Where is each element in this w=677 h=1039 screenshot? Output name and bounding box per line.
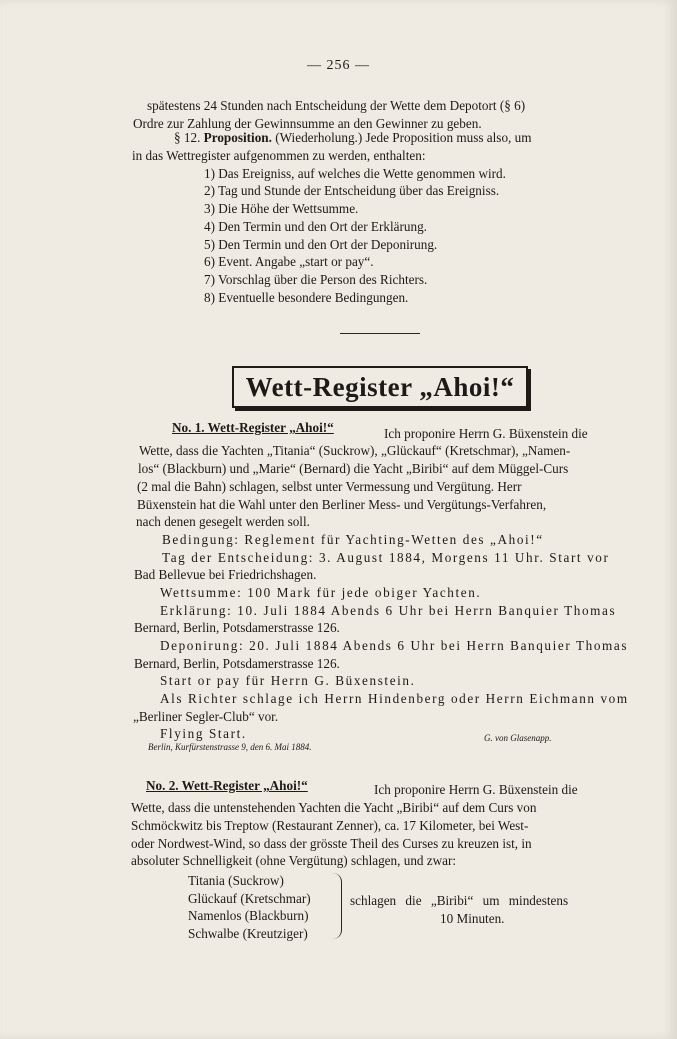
entry-1-decision-day: Tag der Entscheidung: 3. August 1884, Morgens 11 Uhr. Start vor xyxy=(162,550,610,565)
entry-1-signature: G. von Glasenapp. xyxy=(484,733,552,743)
entry-1-heading: No. 1. Wett-Register „Ahoi!“ xyxy=(172,420,334,435)
entry-2-line-5: absoluter Schnelligkeit (ohne Vergütung) schlagen, und zwar: xyxy=(131,853,457,868)
list-item-5: 5) Den Termin und den Ort der Deponirung. xyxy=(204,237,438,252)
entry-1-place-date: Berlin, Kurfürstenstrasse 9, den 6. Mai 1884. xyxy=(148,742,312,752)
entry-1-line-4: (2 mal die Bahn) schlagen, selbst unter Vermessung und Vergütung. Herr xyxy=(137,479,522,494)
entry-1-start-or-pay: Start or pay für Herrn G. Büxenstein. xyxy=(160,673,416,688)
yacht-brace xyxy=(333,873,342,939)
entry-1-declaration: Erklärung: 10. Juli 1884 Abends 6 Uhr bei Herrn Banquier Thomas xyxy=(160,603,617,618)
list-item-4: 4) Den Termin und den Ort der Erklärung. xyxy=(204,219,427,234)
entry-2-line-2: Wette, dass die untenstehenden Yachten die Yacht „Biribi“ auf dem Curs von xyxy=(131,800,537,815)
entry-1-line-12: Bernard, Berlin, Potsdamerstrasse 126. xyxy=(134,620,340,635)
intro-line-1: spätestens 24 Stunden nach Entscheidung der Wette dem Depotort (§ 6) xyxy=(147,98,526,113)
section-heading: Proposition. xyxy=(203,130,272,145)
yacht-3: Namenlos (Blackburn) xyxy=(188,908,309,923)
entry-1-line-5: Büxenstein hat die Wahl unter den Berliner Mess- und Vergütungs-Verfahren, xyxy=(137,497,547,512)
entry-2-line-4: oder Nordwest-Wind, so dass der grösste Theil des Curses zu kreuzen ist, in xyxy=(131,836,532,851)
entry-1-line-1: Ich proponire Herrn G. Büxenstein die xyxy=(384,426,588,441)
list-item-3: 3) Die Höhe der Wettsumme. xyxy=(204,201,359,216)
entry-1-line-14: Bernard, Berlin, Potsdamerstrasse 126. xyxy=(134,656,340,671)
entry-2-result-1: schlagen die „Biribi“ um mindestens xyxy=(350,893,569,908)
entry-1-line-9: Bad Bellevue bei Friedrichshagen. xyxy=(134,567,317,582)
section-number: § 12. xyxy=(174,130,201,145)
divider xyxy=(340,333,420,334)
section-text: (Wiederholung.) Jede Proposition muss also, um xyxy=(275,130,532,145)
list-item-2: 2) Tag und Stunde der Entscheidung über das Ereigniss. xyxy=(204,183,500,198)
entry-2-heading: No. 2. Wett-Register „Ahoi!“ xyxy=(146,778,308,793)
entry-1-head-line xyxy=(172,420,334,436)
list-item-6: 6) Event. Angabe „start or pay“. xyxy=(204,254,374,269)
entry-1-deposit: Deponirung: 20. Juli 1884 Abends 6 Uhr bei Herrn Banquier Thomas xyxy=(160,638,629,653)
entry-2-line-1: Ich proponire Herrn G. Büxenstein die xyxy=(374,782,578,797)
entry-2-result-2: 10 Minuten. xyxy=(440,911,505,926)
intro-line-4: in das Wettregister aufgenommen zu werden, enthalten: xyxy=(132,148,426,163)
list-item-8: 8) Eventuelle besondere Bedingungen. xyxy=(204,290,409,305)
entry-1-line-6: nach denen gesegelt werden soll. xyxy=(136,514,310,529)
intro-line-2: Ordre zur Zahlung der Gewinnsumme an den Gewinner zu geben. xyxy=(133,116,482,131)
yacht-1: Titania (Suckrow) xyxy=(188,873,284,888)
entry-1-condition: Bedingung: Reglement für Yachting-Wetten des „Ahoi!“ xyxy=(162,532,544,547)
entry-1-flying-start: Flying Start. xyxy=(160,726,247,741)
entry-2-line-3: Schmöckwitz bis Treptow (Restaurant Zenner), ca. 17 Kilometer, bei West- xyxy=(131,818,529,833)
entry-1-line-17: „Berliner Segler-Club“ vor. xyxy=(133,709,279,724)
yacht-2: Glückauf (Kretschmar) xyxy=(188,891,311,906)
list-item-1: 1) Das Ereigniss, auf welches die Wette genommen wird. xyxy=(204,166,506,181)
entry-1-referee: Als Richter schlage ich Herrn Hindenberg oder Herrn Eichmann vom xyxy=(160,691,629,706)
entry-2-head-line xyxy=(146,778,308,794)
entry-1-line-3: los“ (Blackburn) und „Marie“ (Bernard) die Yacht „Biribi“ auf dem Müggel-Curs xyxy=(138,461,569,476)
yacht-4: Schwalbe (Kreutziger) xyxy=(188,926,308,941)
list-item-7: 7) Vorschlag über die Person des Richters. xyxy=(204,272,428,287)
entry-1-line-2: Wette, dass die Yachten „Titania“ (Suckrow), „Glückauf“ (Kretschmar), „Namen- xyxy=(139,443,571,458)
register-title: Wett-Register „Ahoi!“ xyxy=(232,366,528,408)
page-number: — 256 — xyxy=(307,58,370,73)
section-12-line xyxy=(174,130,531,146)
entry-1-stake: Wettsumme: 100 Mark für jede obiger Yachten. xyxy=(160,585,482,600)
